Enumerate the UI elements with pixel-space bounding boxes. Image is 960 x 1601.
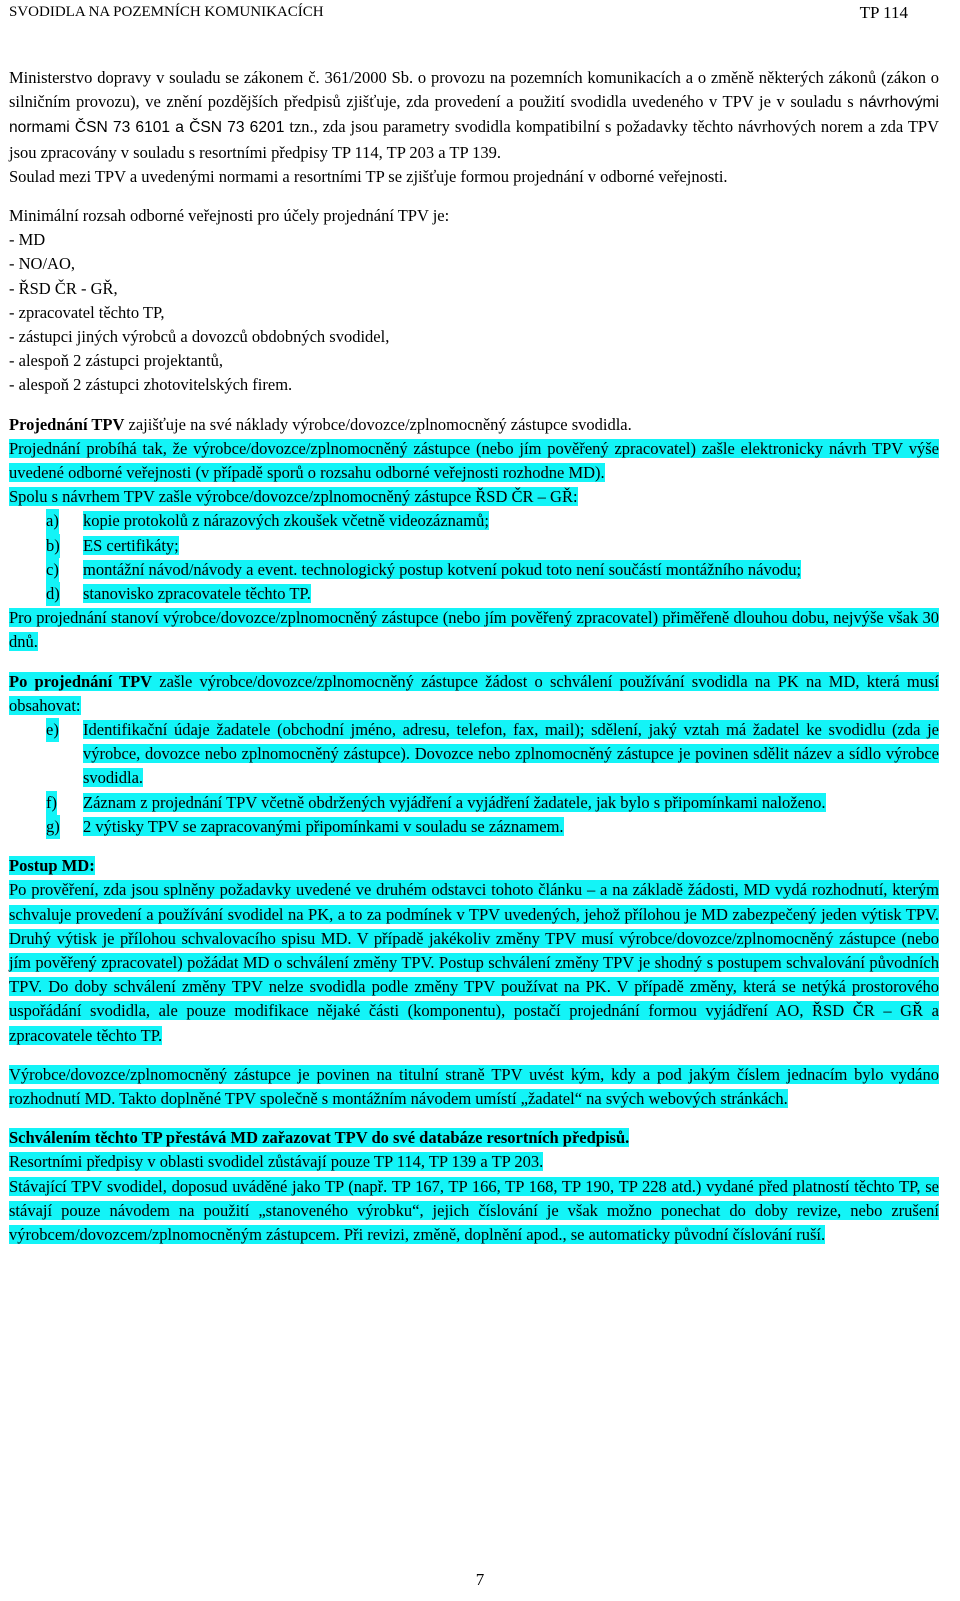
list-marker: f) bbox=[46, 791, 57, 815]
list-item bbox=[9, 582, 939, 606]
paragraph-md-procedure bbox=[9, 878, 939, 1047]
list-item-text: kopie protokolů z nárazových zkoušek včetně videozáznamů; bbox=[83, 511, 489, 531]
list-marker: d) bbox=[46, 582, 60, 606]
remaining-regulations-text: Resortními předpisy v oblasti svodidel zůstávají pouze TP 114, TP 139 a TP 203. bbox=[9, 1152, 544, 1172]
list-item-text: stanovisko zpracovatele těchto TP. bbox=[83, 584, 311, 604]
list-marker: g) bbox=[46, 815, 60, 839]
public-scope-list bbox=[9, 204, 939, 398]
list-item: - alespoň 2 zástupci projektantů, bbox=[9, 351, 223, 371]
list-item bbox=[9, 791, 939, 815]
list-item: - alespoň 2 zástupci zhotovitelských firem. bbox=[9, 375, 293, 395]
title-page-text: Výrobce/dovozce/zplnomocněný zástupce je povinen na titulní straně TPV uvést kým, kdy a pod jakým číslem jednacím bylo vydáno rozhodnutí MD. Takto doplněné TPV společně s montážním návodem umístí „žadatel“ na svých webových stránkách. bbox=[9, 1064, 939, 1108]
paragraph-intro-part-c: tzn., zda jsou parametry svodidla kompatibilní s požadavky těchto návrhových norem a zda TPV jsou zpracovány v souladu s resortními předpisy TP 114, TP 203 a TP 139. bbox=[9, 117, 939, 162]
page-number: 7 bbox=[475, 1570, 485, 1589]
existing-tpv-text: Stávající TPV svodidel, doposud uváděné jako TP (např. TP 167, TP 166, TP 168, TP 190, TP 228 atd.) vydané před platností těchto TP, se stávají pouze návodem na použití „stanoveného výrobku“, jejich číslování je však možno ponechat do doby revize, nebo zrušení výrobcem/dovozcem/zplnomocněným zástupcem. Při revizi, změně, doplnění apod., se automaticky původní číslování ruší. bbox=[9, 1176, 939, 1244]
list-item-text: ES certifikáty; bbox=[83, 535, 179, 555]
list-item: - ŘSD ČR - GŘ, bbox=[9, 278, 118, 298]
hearing-process-text: Projednání probíhá tak, že výrobce/dovozce/zplnomocněný zástupce (nebo jím pověřený zpracovatel) zašle elektronicky návrh TPV výše uvedené odborné veřejnosti (v případě sporů o rozsahu odborné veřejnosti rozhodne MD). bbox=[9, 438, 939, 483]
md-procedure-heading: Postup MD: bbox=[9, 856, 95, 876]
public-scope-intro: Minimální rozsah odborné veřejnosti pro účely projednání TPV je: bbox=[9, 206, 450, 226]
list-item bbox=[9, 534, 939, 558]
hearing-costs-text: zajišťuje na své náklady výrobce/dovozce/zplnomocněný zástupce svodidla. bbox=[124, 414, 632, 434]
attachments-list bbox=[9, 509, 939, 606]
database-heading: Schválením těchto TP přestává MD zařazovat TPV do své databáze resortních předpisů. bbox=[9, 1128, 630, 1148]
list-item: - MD bbox=[9, 230, 46, 250]
list-item-text: Záznam z projednání TPV včetně obdržených vyjádření a vyjádření žadatele, jak bylo s připomínkami naloženo. bbox=[83, 792, 826, 812]
paragraph-intro-part-a: Ministerstvo dopravy v souladu se zákonem č. 361/2000 Sb. o provozu na pozemních komunikacích a o změně některých zákonů (zákon o silničním provozu), ve znění pozdějších předpisů zjišťuje, zda provedení a použití svodidla uvedeného v TPV je v souladu s bbox=[9, 68, 939, 112]
paragraph-hearing-costs bbox=[9, 413, 939, 437]
paragraph-hearing-deadline bbox=[9, 606, 939, 654]
hearing-heading: Projednání TPV bbox=[9, 414, 125, 434]
paragraph-title-page bbox=[9, 1063, 939, 1111]
list-marker: b) bbox=[46, 534, 60, 558]
page-header bbox=[9, 2, 908, 24]
application-contents-list bbox=[9, 718, 939, 839]
paragraph-intro-norms: návrhovými normami ČSN 73 6101 a ČSN 73 6201 bbox=[9, 94, 939, 137]
md-procedure-text: Po prověření, zda jsou splněny požadavky uvedené ve druhém odstavci tohoto článku – a na základě žádosti, MD vydá rozhodnutí, kterým schvaluje provedení a používání svodidel na PK, a to za podmínek v TPV uvedených, jehož přílohou je MD zabezpečený jeden výtisk TPV. Druhý výtisk je přílohou schvalovacího spisu MD. V případě jakékoliv změny TPV musí výrobce/dovozce/zplnomocněný zástupce (nebo jím pověřený zpracovatel) požádat MD o schválení změny TPV. Postup schválení změny TPV je shodný s postupem schvalování původních TPV. Do doby schválení změny TPV nelze svodidla podle změny TPV používat na PK. V případě změny, která se netýká prostorového uspořádání svodidla, ale pouze modifikace nějaké části (komponentu), postačí projednání formou vyjádření AO, ŘSD ČR – GŘ a zpracovatele těchto TP. bbox=[9, 880, 939, 1045]
list-marker: a) bbox=[46, 509, 59, 533]
paragraph-send-with-draft bbox=[9, 485, 939, 509]
paragraph-hearing-process bbox=[9, 437, 939, 485]
list-item bbox=[9, 815, 939, 839]
list-item: - zpracovatel těchto TP, bbox=[9, 302, 165, 322]
paragraph-database bbox=[9, 1126, 939, 1150]
after-hearing-text: zašle výrobce/dovozce/zplnomocněný zástupce žádost o schválení používání svodidla na PK na MD, která musí obsahovat: bbox=[9, 671, 939, 715]
after-hearing-heading: Po projednání TPV bbox=[9, 671, 153, 691]
list-item-text: Identifikační údaje žadatele (obchodní jméno, adresu, telefon, fax, mail); sdělení, jaký vztah má žadatel ke svodidlu (zda je výrobce, dovozce nebo zplnomocněný zástupce). Dovozce nebo zplnomocněný zástupce je povinen sdělit název a sídlo výrobce svodidla. bbox=[83, 720, 939, 788]
section-heading-md-procedure bbox=[9, 854, 939, 878]
paragraph-existing-tpv bbox=[9, 1175, 939, 1248]
list-item-text: montážní návod/návody a event. technologický postup kotvení pokud toto není součástí montážního návodu; bbox=[83, 559, 802, 579]
hearing-deadline-text: Pro projednání stanoví výrobce/dovozce/zplnomocněný zástupce (nebo jím pověřený zpracovatel) přiměřeně dlouhou dobu, nejvýše však 30 dnů. bbox=[9, 608, 939, 652]
paragraph-intro bbox=[9, 66, 939, 165]
list-item: - zástupci jiných výrobců a dovozců obdobných svodidel, bbox=[9, 327, 390, 347]
header-title: SVODIDLA NA POZEMNÍCH KOMUNIKACÍCH bbox=[9, 4, 324, 20]
list-item bbox=[9, 558, 939, 582]
list-item bbox=[9, 509, 939, 533]
list-marker: c) bbox=[46, 558, 59, 582]
paragraph-remaining-regulations bbox=[9, 1150, 939, 1174]
paragraph-conformity: Soulad mezi TPV a uvedenými normami a resortními TP se zjišťuje formou projednání v odborné veřejnosti. bbox=[9, 166, 728, 186]
list-item: - NO/AO, bbox=[9, 254, 75, 274]
header-doc-code: TP 114 bbox=[859, 3, 908, 22]
list-item-text: 2 výtisky TPV se zapracovanými připomínkami v souladu se záznamem. bbox=[83, 816, 564, 836]
paragraph-after-hearing bbox=[9, 670, 939, 718]
send-with-draft-text: Spolu s návrhem TPV zašle výrobce/dovozce/zplnomocněný zástupce ŘSD ČR – GŘ: bbox=[9, 487, 578, 507]
list-item bbox=[9, 718, 939, 791]
list-marker: e) bbox=[46, 718, 59, 742]
document-body bbox=[9, 66, 939, 1247]
